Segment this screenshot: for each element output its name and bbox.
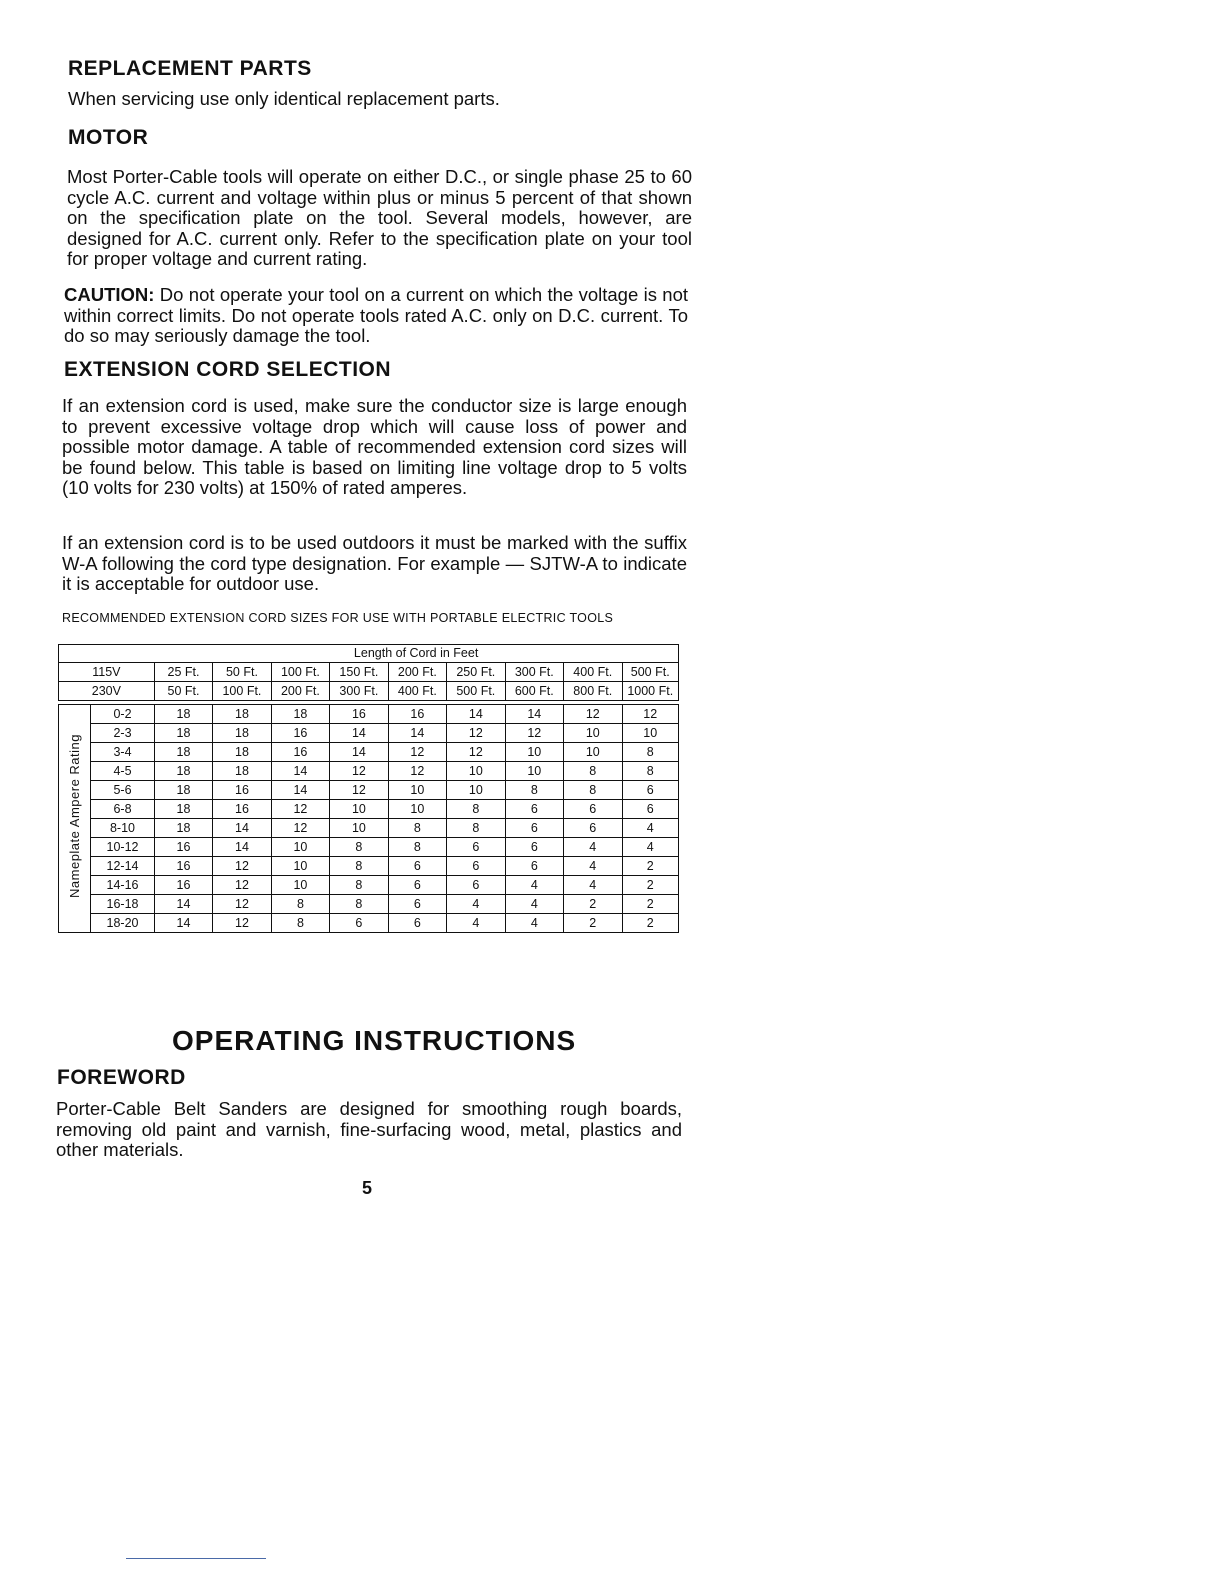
gauge-cell: 18 [213, 705, 271, 724]
gauge-cell: 8 [271, 914, 329, 933]
v230-length-8: 1000 Ft. [622, 682, 679, 701]
v115-length-5: 250 Ft. [447, 663, 505, 682]
gauge-cell: 10 [388, 781, 446, 800]
gauge-cell: 12 [213, 895, 271, 914]
gauge-cell: 6 [330, 914, 388, 933]
gauge-cell: 14 [330, 743, 388, 762]
gauge-cell: 4 [505, 895, 563, 914]
gauge-cell: 12 [564, 705, 622, 724]
gauge-cell: 10 [271, 876, 329, 895]
gauge-cell: 16 [154, 838, 212, 857]
gauge-cell: 16 [154, 857, 212, 876]
page-number: 5 [362, 1178, 373, 1198]
gauge-cell: 12 [330, 762, 388, 781]
extension-cord-heading: EXTENSION CORD SELECTION [64, 358, 392, 381]
v115-length-0: 25 Ft. [154, 663, 212, 682]
table-row [59, 743, 679, 762]
gauge-cell: 14 [505, 705, 563, 724]
gauge-cell: 10 [622, 724, 679, 743]
v115-length-6: 300 Ft. [505, 663, 563, 682]
gauge-cell: 6 [505, 838, 563, 857]
voltage-row-115 [59, 663, 679, 682]
ampere-rating-label-text: Nameplate Ampere Rating [67, 734, 83, 898]
gauge-cell: 10 [505, 743, 563, 762]
gauge-cell: 18 [213, 762, 271, 781]
table-row [59, 876, 679, 895]
footer-line [126, 1558, 266, 1559]
table-row [59, 819, 679, 838]
v115-length-3: 150 Ft. [330, 663, 388, 682]
table-row [59, 895, 679, 914]
table-row [59, 800, 679, 819]
gauge-cell: 4 [622, 838, 679, 857]
gauge-cell: 4 [564, 838, 622, 857]
gauge-cell: 14 [330, 724, 388, 743]
gauge-cell: 18 [154, 800, 212, 819]
v115-length-4: 200 Ft. [388, 663, 446, 682]
gauge-cell: 8 [447, 819, 505, 838]
amps-cell: 3-4 [91, 743, 155, 762]
amps-cell: 0-2 [91, 705, 155, 724]
v230-length-5: 500 Ft. [447, 682, 505, 701]
extension-para-1: If an extension cord is used, make sure the conductor size is large enough to prevent excessive voltage drop which will cause loss of power and possible motor damage. A table of recommended extension cord sizes will be found below. This table is based on limiting line voltage drop to 5 volts (10 volts for 230 volts) at 150% of rated amperes. [62, 395, 687, 498]
gauge-cell: 16 [213, 781, 271, 800]
gauge-cell: 8 [330, 857, 388, 876]
gauge-cell: 12 [330, 781, 388, 800]
gauge-cell: 4 [505, 876, 563, 895]
extension-para-2: If an extension cord is to be used outdoors it must be marked with the suffix W-A following the cord type designation. For example — SJTW-A to indicate it is acceptable for outdoor use. [62, 532, 687, 594]
gauge-cell: 4 [622, 819, 679, 838]
v230-length-0: 50 Ft. [154, 682, 212, 701]
replacement-parts-heading: REPLACEMENT PARTS [68, 57, 312, 80]
table-caption: RECOMMENDED EXTENSION CORD SIZES FOR USE WITH PORTABLE ELECTRIC TOOLS [62, 611, 614, 625]
gauge-cell: 2 [622, 895, 679, 914]
gauge-cell: 14 [271, 762, 329, 781]
amps-cell: 10-12 [91, 838, 155, 857]
gauge-cell: 16 [388, 705, 446, 724]
gauge-cell: 8 [447, 800, 505, 819]
gauge-cell: 2 [622, 876, 679, 895]
gauge-cell: 4 [447, 914, 505, 933]
caution-label: CAUTION: [64, 284, 155, 305]
gauge-cell: 8 [388, 838, 446, 857]
v230-length-1: 100 Ft. [213, 682, 271, 701]
caution-paragraph [64, 285, 688, 347]
gauge-cell: 10 [330, 800, 388, 819]
v230-length-7: 800 Ft. [564, 682, 622, 701]
gauge-cell: 8 [564, 762, 622, 781]
gauge-cell: 16 [213, 800, 271, 819]
gauge-cell: 12 [271, 819, 329, 838]
gauge-cell: 18 [213, 724, 271, 743]
gauge-cell: 14 [154, 895, 212, 914]
gauge-cell: 18 [154, 743, 212, 762]
table-row [59, 914, 679, 933]
gauge-cell: 16 [271, 724, 329, 743]
gauge-cell: 6 [388, 895, 446, 914]
gauge-cell: 2 [622, 857, 679, 876]
gauge-cell: 10 [271, 857, 329, 876]
motor-heading: MOTOR [68, 126, 149, 149]
table-row [59, 724, 679, 743]
replacement-parts-text: When servicing use only identical replacement parts. [68, 88, 500, 109]
amps-cell: 18-20 [91, 914, 155, 933]
gauge-cell: 16 [330, 705, 388, 724]
gauge-cell: 12 [213, 914, 271, 933]
table-row [59, 762, 679, 781]
v230-length-4: 400 Ft. [388, 682, 446, 701]
gauge-cell: 10 [330, 819, 388, 838]
gauge-cell: 4 [505, 914, 563, 933]
gauge-cell: 14 [154, 914, 212, 933]
gauge-cell: 18 [271, 705, 329, 724]
gauge-cell: 18 [154, 819, 212, 838]
caution-text: Do not operate your tool on a current on which the voltage is not within correct limits. Do not operate tools rated A.C. only on D.C. current. To do so may seriously damage the tool. [64, 284, 689, 346]
gauge-cell: 14 [447, 705, 505, 724]
gauge-cell: 14 [213, 838, 271, 857]
gauge-cell: 6 [388, 914, 446, 933]
gauge-cell: 12 [447, 743, 505, 762]
gauge-cell: 6 [447, 838, 505, 857]
gauge-cell: 12 [271, 800, 329, 819]
gauge-cell: 10 [505, 762, 563, 781]
gauge-cell: 6 [622, 781, 679, 800]
voltage-row-230 [59, 682, 679, 701]
gauge-cell: 8 [388, 819, 446, 838]
length-header: Length of Cord in Feet [154, 645, 678, 663]
gauge-cell: 16 [154, 876, 212, 895]
gauge-cell: 10 [388, 800, 446, 819]
v230-length-6: 600 Ft. [505, 682, 563, 701]
amps-cell: 5-6 [91, 781, 155, 800]
foreword-heading: FOREWORD [57, 1066, 186, 1089]
gauge-cell: 10 [271, 838, 329, 857]
table-row [59, 781, 679, 800]
v115-length-1: 50 Ft. [213, 663, 271, 682]
gauge-cell: 18 [213, 743, 271, 762]
voltage-label-230: 230V [59, 682, 155, 701]
gauge-cell: 10 [447, 781, 505, 800]
amps-cell: 16-18 [91, 895, 155, 914]
gauge-cell: 4 [564, 876, 622, 895]
gauge-cell: 10 [564, 743, 622, 762]
ampere-rating-label [59, 705, 91, 933]
amps-cell: 2-3 [91, 724, 155, 743]
gauge-cell: 6 [505, 857, 563, 876]
motor-text: Most Porter-Cable tools will operate on either D.C., or single phase 25 to 60 cycle A.C. current and voltage within plus or minus 5 percent of that shown on the specification plate on the tool. Several models, however, are designed for A.C. current only. Refer to the specification plate on your tool for proper voltage and current rating. [67, 166, 692, 269]
gauge-cell: 18 [154, 762, 212, 781]
gauge-cell: 6 [388, 857, 446, 876]
gauge-cell: 12 [388, 762, 446, 781]
gauge-cell: 2 [564, 895, 622, 914]
amps-cell: 14-16 [91, 876, 155, 895]
amps-cell: 12-14 [91, 857, 155, 876]
amps-cell: 8-10 [91, 819, 155, 838]
gauge-cell: 14 [213, 819, 271, 838]
gauge-cell: 4 [447, 895, 505, 914]
amps-cell: 6-8 [91, 800, 155, 819]
amps-cell: 4-5 [91, 762, 155, 781]
gauge-cell: 8 [330, 895, 388, 914]
gauge-cell: 12 [388, 743, 446, 762]
table-row [59, 705, 679, 724]
gauge-cell: 6 [622, 800, 679, 819]
v115-length-2: 100 Ft. [271, 663, 329, 682]
gauge-cell: 6 [388, 876, 446, 895]
gauge-cell: 18 [154, 705, 212, 724]
gauge-cell: 16 [271, 743, 329, 762]
table-row [59, 838, 679, 857]
gauge-cell: 6 [505, 800, 563, 819]
v230-length-3: 300 Ft. [330, 682, 388, 701]
gauge-cell: 6 [505, 819, 563, 838]
voltage-label-115: 115V [59, 663, 155, 682]
gauge-cell: 6 [564, 800, 622, 819]
gauge-cell: 14 [271, 781, 329, 800]
gauge-cell: 18 [154, 781, 212, 800]
gauge-cell: 10 [447, 762, 505, 781]
table-row [59, 857, 679, 876]
gauge-cell: 18 [154, 724, 212, 743]
gauge-cell: 12 [213, 857, 271, 876]
gauge-cell: 12 [447, 724, 505, 743]
gauge-cell: 8 [330, 838, 388, 857]
gauge-cell: 2 [564, 914, 622, 933]
gauge-cell: 2 [622, 914, 679, 933]
v115-length-8: 500 Ft. [622, 663, 679, 682]
gauge-cell: 14 [388, 724, 446, 743]
gauge-cell: 6 [564, 819, 622, 838]
gauge-cell: 8 [505, 781, 563, 800]
gauge-cell: 12 [505, 724, 563, 743]
operating-instructions-title: OPERATING INSTRUCTIONS [172, 1025, 577, 1056]
gauge-cell: 8 [622, 762, 679, 781]
gauge-cell: 8 [622, 743, 679, 762]
gauge-cell: 8 [564, 781, 622, 800]
gauge-cell: 8 [330, 876, 388, 895]
gauge-cell: 12 [213, 876, 271, 895]
gauge-cell: 8 [271, 895, 329, 914]
gauge-cell: 6 [447, 857, 505, 876]
gauge-cell: 10 [564, 724, 622, 743]
gauge-cell: 4 [564, 857, 622, 876]
v230-length-2: 200 Ft. [271, 682, 329, 701]
v115-length-7: 400 Ft. [564, 663, 622, 682]
gauge-cell: 6 [447, 876, 505, 895]
foreword-text: Porter-Cable Belt Sanders are designed for smoothing rough boards, removing old paint and varnish, fine-surfacing wood, metal, plastics and other materials. [56, 1098, 682, 1160]
extension-cord-table [58, 644, 679, 933]
gauge-cell: 12 [622, 705, 679, 724]
